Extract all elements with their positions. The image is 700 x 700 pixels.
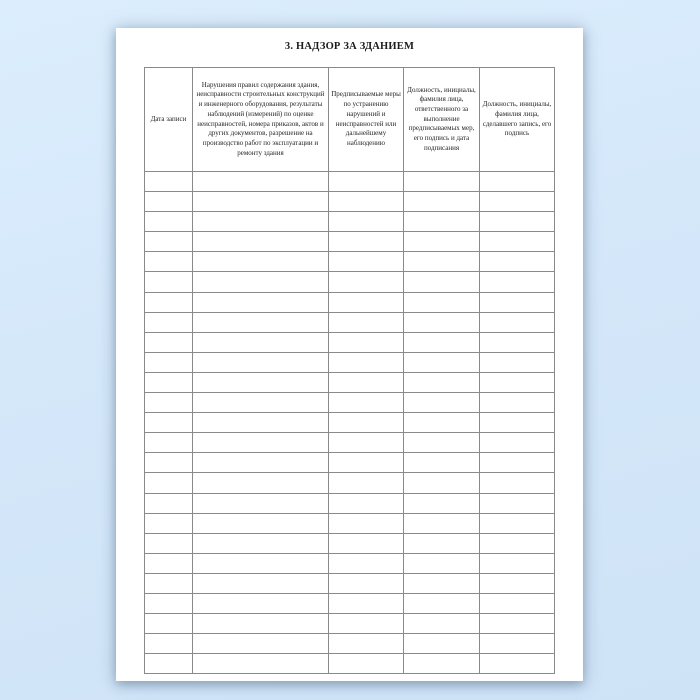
table-cell (193, 393, 329, 413)
table-cell (145, 413, 193, 433)
table-cell (329, 634, 404, 654)
table-cell (480, 393, 555, 413)
table-cell (329, 212, 404, 232)
table-row (145, 352, 555, 372)
table-cell (193, 453, 329, 473)
table-cell (480, 634, 555, 654)
table-row (145, 593, 555, 613)
table-row (145, 533, 555, 553)
table-cell (145, 172, 193, 192)
table-cell (329, 493, 404, 513)
table-cell (329, 332, 404, 352)
supervision-log-table (144, 67, 555, 674)
table-row (145, 573, 555, 593)
table-cell (145, 292, 193, 312)
table-cell (193, 553, 329, 573)
document-page (116, 28, 583, 681)
table-cell (329, 192, 404, 212)
table-cell (329, 172, 404, 192)
table-cell (193, 172, 329, 192)
table-cell (404, 252, 480, 272)
table-cell (480, 553, 555, 573)
table-cell (329, 252, 404, 272)
table-cell (329, 312, 404, 332)
table-cell (404, 654, 480, 674)
table-cell (193, 292, 329, 312)
table-cell (480, 573, 555, 593)
column-header-prescribed-measures: Предписываемые меры по устранению нарушений и неисправностей или дальнейшему наблюдению (329, 68, 404, 172)
table-cell (480, 292, 555, 312)
table-cell (404, 232, 480, 252)
table-cell (480, 513, 555, 533)
table-cell (404, 513, 480, 533)
table-cell (329, 433, 404, 453)
table-row (145, 453, 555, 473)
table-cell (480, 372, 555, 392)
table-cell (145, 433, 193, 453)
table-cell (193, 372, 329, 392)
table-row (145, 654, 555, 674)
table-cell (145, 513, 193, 533)
table-cell (404, 212, 480, 232)
table-cell (193, 272, 329, 292)
table-row (145, 272, 555, 292)
table-cell (404, 433, 480, 453)
table-cell (404, 634, 480, 654)
table-cell (329, 473, 404, 493)
table-cell (404, 192, 480, 212)
table-row (145, 172, 555, 192)
table-cell (329, 292, 404, 312)
table-cell (480, 473, 555, 493)
table-cell (480, 453, 555, 473)
table-cell (329, 372, 404, 392)
table-cell (193, 593, 329, 613)
table-row (145, 292, 555, 312)
table-cell (404, 352, 480, 372)
table-cell (145, 272, 193, 292)
table-row (145, 372, 555, 392)
table-cell (145, 332, 193, 352)
table-cell (145, 352, 193, 372)
table-row (145, 413, 555, 433)
table-cell (329, 573, 404, 593)
table-cell (145, 553, 193, 573)
table-cell (145, 654, 193, 674)
page-title: 3. НАДЗОР ЗА ЗДАНИЕМ (284, 41, 415, 52)
table-cell (329, 654, 404, 674)
table-cell (193, 614, 329, 634)
column-header-responsible-person: Должность, инициалы, фамилия лица, ответственного за выполнение предписываемых мер, его подпись и дата подписания (404, 68, 480, 172)
table-cell (404, 332, 480, 352)
table-cell (193, 433, 329, 453)
table-row (145, 232, 555, 252)
table-cell (329, 232, 404, 252)
table-cell (193, 192, 329, 212)
table-cell (145, 473, 193, 493)
table-cell (404, 553, 480, 573)
table-cell (404, 372, 480, 392)
table-body (145, 172, 555, 674)
table-cell (404, 172, 480, 192)
table-cell (193, 212, 329, 232)
table-cell (329, 533, 404, 553)
table-row (145, 493, 555, 513)
table-row (145, 553, 555, 573)
table-cell (329, 593, 404, 613)
table-cell (404, 413, 480, 433)
table-cell (145, 232, 193, 252)
table-cell (193, 312, 329, 332)
table-cell (480, 332, 555, 352)
table-cell (145, 252, 193, 272)
table-cell (480, 192, 555, 212)
table-cell (193, 332, 329, 352)
table-cell (329, 352, 404, 372)
table-row (145, 614, 555, 634)
table-cell (329, 413, 404, 433)
table-cell (145, 192, 193, 212)
table-cell (145, 312, 193, 332)
table-cell (193, 634, 329, 654)
table-cell (480, 172, 555, 192)
table-cell (404, 493, 480, 513)
table-cell (145, 453, 193, 473)
table-cell (329, 393, 404, 413)
table-cell (404, 272, 480, 292)
table-row (145, 634, 555, 654)
table-cell (329, 614, 404, 634)
table-cell (404, 312, 480, 332)
table-cell (193, 413, 329, 433)
table-row (145, 332, 555, 352)
table-cell (404, 393, 480, 413)
table-cell (193, 352, 329, 372)
table-cell (329, 553, 404, 573)
table-row (145, 192, 555, 212)
table-cell (145, 393, 193, 413)
table-row (145, 513, 555, 533)
table-row (145, 252, 555, 272)
table-cell (404, 614, 480, 634)
table-cell (193, 473, 329, 493)
table-row (145, 212, 555, 232)
table-cell (145, 212, 193, 232)
table-cell (480, 252, 555, 272)
table-cell (480, 614, 555, 634)
table-cell (329, 513, 404, 533)
table-cell (480, 533, 555, 553)
table-cell (193, 533, 329, 553)
table-header (145, 68, 555, 172)
column-header-record-date: Дата записи (145, 68, 193, 172)
table-cell (480, 593, 555, 613)
table-header-row (145, 68, 555, 172)
table-row (145, 433, 555, 453)
table-cell (480, 232, 555, 252)
table-cell (480, 212, 555, 232)
table-cell (480, 413, 555, 433)
table-cell (145, 593, 193, 613)
table-cell (329, 453, 404, 473)
table-row (145, 473, 555, 493)
table-cell (480, 272, 555, 292)
table-cell (404, 473, 480, 493)
table-cell (404, 593, 480, 613)
column-header-violations: Нарушения правил содержания здания, неисправности строительных конструкций и инженерного оборудования, результаты наблюдений (измерений) по оценке неисправностей, номера приказов, актов и других документов, разрешение на производство работ по эксплуатации и ремонту здания (193, 68, 329, 172)
table-cell (480, 654, 555, 674)
table-cell (193, 654, 329, 674)
table-cell (145, 614, 193, 634)
table-cell (145, 634, 193, 654)
table-cell (404, 292, 480, 312)
table-cell (145, 493, 193, 513)
table-cell (404, 573, 480, 593)
table-cell (145, 533, 193, 553)
table-row (145, 312, 555, 332)
table-cell (193, 513, 329, 533)
table-cell (145, 372, 193, 392)
table-cell (329, 272, 404, 292)
table-cell (145, 573, 193, 593)
table-cell (480, 493, 555, 513)
table-cell (193, 493, 329, 513)
table-cell (193, 252, 329, 272)
column-header-recording-person: Должность, инициалы, фамилия лица, сделавшего запись, его подпись (480, 68, 555, 172)
table-cell (404, 453, 480, 473)
table-cell (193, 232, 329, 252)
table-cell (480, 352, 555, 372)
table-row (145, 393, 555, 413)
table-cell (193, 573, 329, 593)
table-cell (480, 312, 555, 332)
table-cell (480, 433, 555, 453)
table-cell (404, 533, 480, 553)
